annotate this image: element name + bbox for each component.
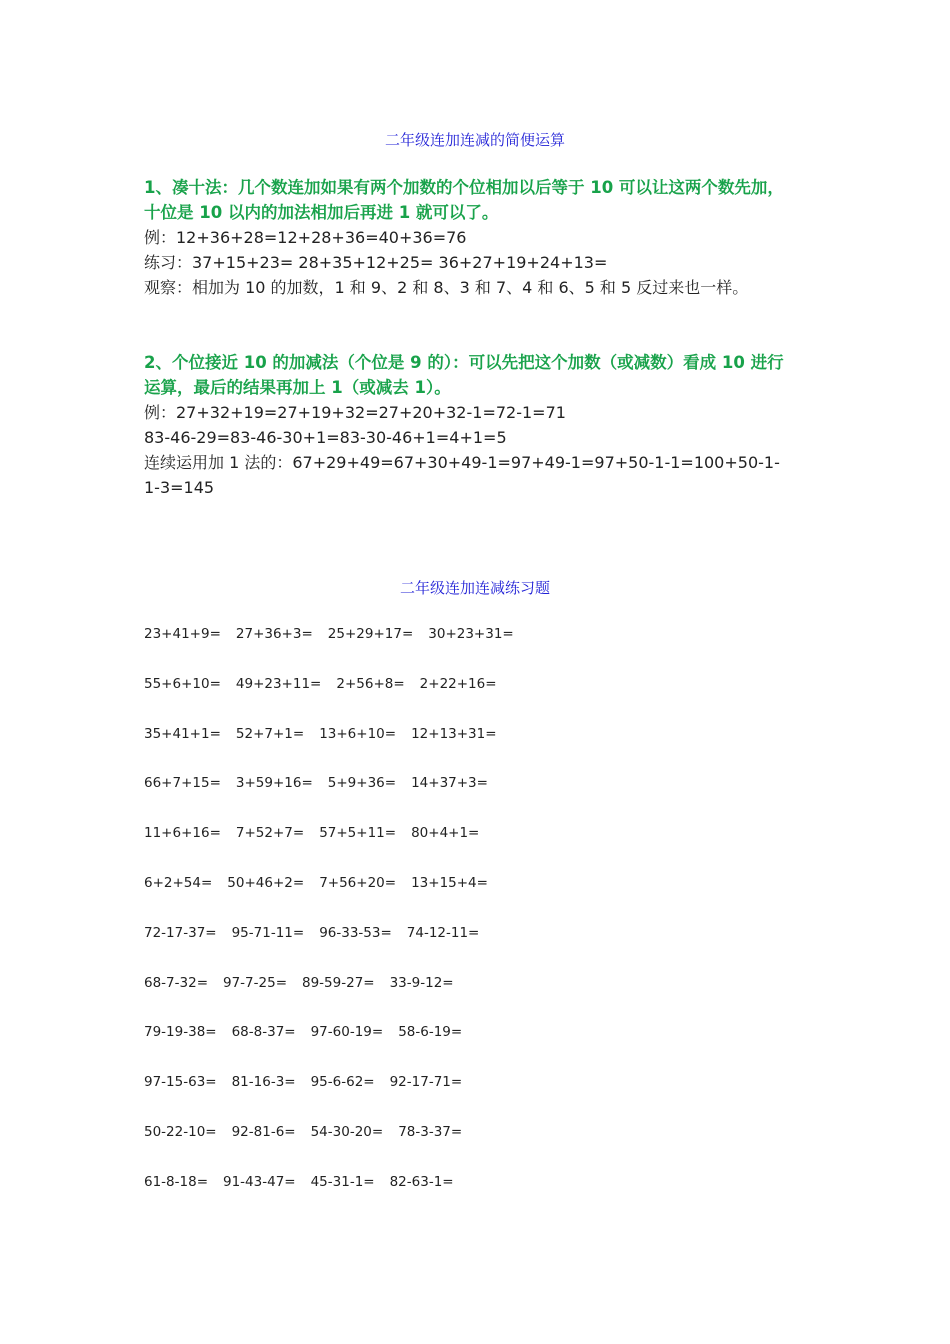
practice-item: 97-15-63=: [144, 1074, 217, 1091]
practice-item: 35+41+1=: [144, 725, 221, 742]
section2-example1: 例：27+32+19=27+19+32=27+20+32-1=72-1=71: [144, 403, 566, 422]
practice-row: [144, 625, 744, 675]
practice-item: 23+41+9=: [144, 626, 221, 642]
practice-item: 13+6+10=: [319, 725, 397, 742]
practice-item: 2+22+16=: [419, 675, 497, 692]
practice-item: 91-43-47=: [223, 1173, 296, 1190]
doc-title: 二年级连加连减的简便运算: [384, 131, 565, 149]
practice-item: 6+2+54=: [144, 874, 213, 891]
practice-item: 30+23+31=: [428, 626, 514, 642]
practice-item: 81-16-3=: [231, 1074, 296, 1091]
practice-item: 13+15+4=: [411, 874, 488, 891]
practice-item: 72-17-37=: [144, 924, 217, 941]
practice-item: 68-8-37=: [231, 1024, 296, 1041]
section2-example3-line1: 连续运用加 1 法的：67+29+49=67+30+49-1=97+49-1=97+50-1-1=100+50-1-: [144, 453, 780, 472]
practice-item: 7+56+20=: [319, 874, 397, 891]
practice-item: 49+23+11=: [235, 675, 322, 692]
practice-item: 27+36+3=: [235, 626, 313, 642]
practice-list: [144, 625, 744, 1223]
section-near-ten-method: [144, 350, 810, 500]
practice-item: 57+5+11=: [319, 825, 397, 842]
practice-row: [144, 974, 744, 1024]
practice-item: 80+4+1=: [411, 825, 480, 842]
practice-item: 97-7-25=: [223, 974, 287, 991]
section-tens-method: [144, 175, 810, 300]
section2-example2: 83-46-29=83-46-30+1=83-30-46+1=4+1=5: [144, 428, 507, 447]
practice-item: 3+59+16=: [235, 775, 313, 792]
practice-row: [144, 924, 744, 974]
practice-item: 12+13+31=: [411, 725, 497, 742]
practice-item: 95-6-62=: [310, 1074, 375, 1091]
practice-item: 92-81-6=: [231, 1123, 296, 1140]
practice-item: 97-60-19=: [310, 1024, 384, 1041]
practice-item: 50+46+2=: [227, 874, 305, 891]
practice-item: 11+6+16=: [144, 825, 221, 842]
practice-item: 25+29+17=: [327, 626, 414, 642]
practice-item: 54-30-20=: [310, 1123, 384, 1140]
practice-item: 68-7-32=: [144, 974, 208, 991]
practice-item: 61-8-18=: [144, 1173, 208, 1190]
practice-item: 50-22-10=: [144, 1123, 217, 1140]
practice-row: [144, 824, 744, 874]
practice-item: 7+52+7=: [235, 825, 305, 842]
practice-item: 52+7+1=: [235, 725, 305, 742]
practice-item: 79-19-38=: [144, 1024, 217, 1041]
practice-item: 82-63-1=: [389, 1173, 454, 1190]
practice-item: 92-17-71=: [389, 1074, 463, 1091]
practice-row: [144, 675, 744, 725]
section1-observe: 观察：相加为 10 的加数，1 和 9、2 和 8、3 和 7、4 和 6、5 和 5 反过来也一样。: [144, 278, 749, 297]
practice-item: 14+37+3=: [411, 775, 488, 792]
practice-row: [144, 725, 744, 775]
practice-row: [144, 1073, 744, 1123]
practice-row: [144, 1173, 744, 1223]
practice-item: 5+9+36=: [327, 775, 397, 792]
practice-item: 78-3-37=: [398, 1123, 463, 1140]
practice-item: 66+7+15=: [144, 775, 221, 792]
practice-item: 58-6-19=: [398, 1024, 463, 1041]
section1-example: 例：12+36+28=12+28+36=40+36=76: [144, 228, 467, 247]
practice-title: 二年级连加连减练习题: [399, 579, 550, 597]
practice-row: [144, 874, 744, 924]
practice-row: [144, 1123, 744, 1173]
practice-item: 55+6+10=: [144, 675, 221, 692]
section1-heading-line2: 十位是 10 以内的加法相加后再进 1 就可以了。: [144, 203, 499, 222]
practice-item: 74-12-11=: [406, 924, 480, 941]
section2-example3-line2: 1-3=145: [144, 478, 215, 497]
practice-item: 45-31-1=: [310, 1173, 375, 1190]
practice-item: 33-9-12=: [389, 974, 454, 991]
practice-item: 96-33-53=: [319, 924, 392, 941]
practice-row: [144, 1023, 744, 1073]
section1-exercise: 练习：37+15+23= 28+35+12+25= 36+27+19+24+13=: [144, 253, 608, 272]
practice-item: 95-71-11=: [231, 924, 305, 941]
practice-row: [144, 774, 744, 824]
practice-item: 89-59-27=: [302, 974, 375, 991]
section1-heading-line1: 1、凑十法：几个数连加如果有两个加数的个位相加以后等于 10 可以让这两个数先加，: [144, 178, 784, 197]
practice-item: 2+56+8=: [336, 675, 405, 692]
section2-heading-line2: 运算，最后的结果再加上 1（或减去 1）。: [144, 378, 451, 397]
section2-heading-line1: 2、个位接近 10 的加减法（个位是 9 的）：可以先把这个加数（或减数）看成 10 进行: [144, 353, 784, 372]
